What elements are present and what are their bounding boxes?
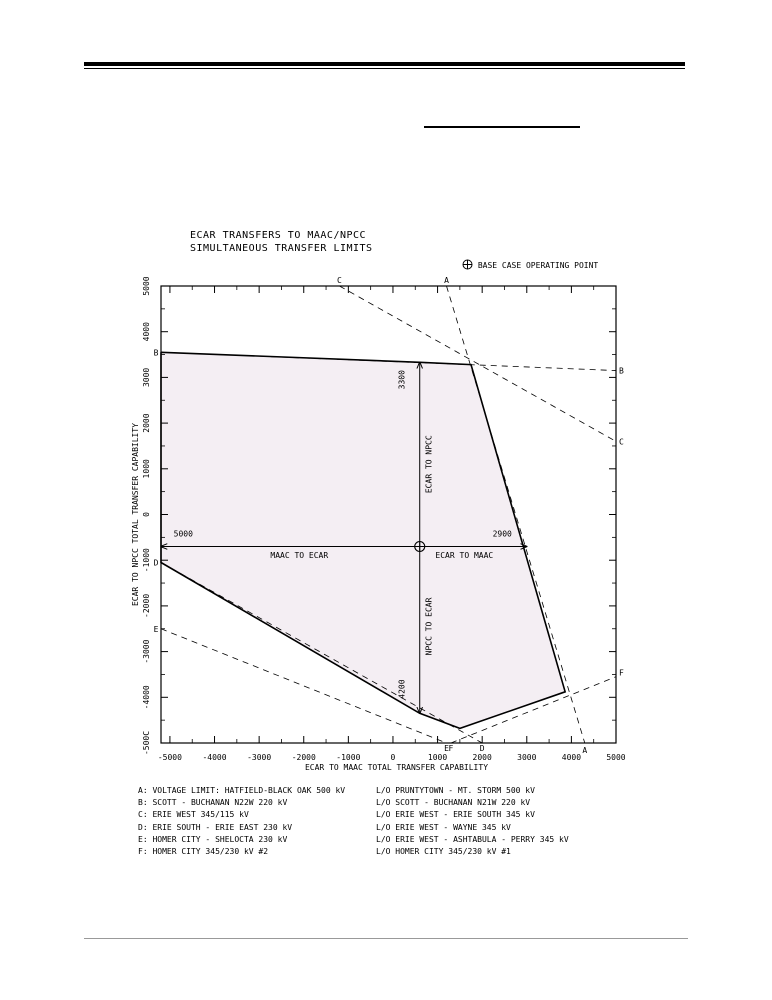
note-row (138, 797, 698, 809)
note-row (138, 834, 698, 846)
limit-line-label-b: B (619, 366, 624, 376)
limit-line-label-e: E (444, 744, 449, 753)
limit-line-label-d: D (479, 744, 485, 753)
x-axis-label: ECAR TO MAAC TOTAL TRANSFER CAPABILITY (304, 763, 489, 772)
note-row (138, 822, 698, 834)
chart-title-line-1: ECAR TRANSFERS TO MAAC/NPCC (190, 230, 367, 241)
chart-title-line-2: SIMULTANEOUS TRANSFER LIMITS (190, 243, 373, 254)
limit-line-label-a: A (444, 276, 449, 285)
limit-line-label-f: F (619, 668, 624, 678)
footer-rule (84, 938, 688, 939)
limit-line-label-c: C (619, 437, 624, 447)
note-limit: E: HOMER CITY - SHELOCTA 230 kV (138, 834, 288, 844)
y-tick-label: 3000 (142, 367, 151, 388)
x-tick-label: 3000 (517, 753, 537, 762)
y-tick-label: -2000 (142, 593, 151, 618)
x-tick-label: 4000 (561, 753, 582, 762)
note-outage: L/O ERIE WEST - ASHTABULA - PERRY 345 kV (376, 834, 569, 844)
x-tick-label: -3000 (247, 753, 272, 762)
chart-annotation: 3300 (397, 370, 407, 390)
note-limit: B: SCOTT - BUCHANAN N22W 220 kV (138, 798, 288, 808)
y-tick-label: 2000 (142, 413, 151, 433)
note-row (138, 809, 698, 821)
y-tick-label: -3000 (142, 639, 151, 664)
chart-annotation: ECAR TO MAAC (435, 550, 494, 560)
x-tick-label: -4000 (202, 753, 227, 762)
y-tick-label: -500C (142, 730, 151, 756)
limit-line-label-b: B (153, 348, 159, 358)
note-limit: A: VOLTAGE LIMIT: HATFIELD-BLACK OAK 500 kV (138, 786, 346, 795)
note-outage: L/O HOMER CITY 345/230 kV #1 (376, 847, 511, 857)
limit-line-label-c: C (337, 276, 342, 285)
note-limit: D: ERIE SOUTH - ERIE EAST 230 kV (138, 822, 293, 832)
note-outage: L/O ERIE WEST - WAYNE 345 kV (376, 822, 511, 832)
limit-line-label-a: A (582, 746, 588, 755)
chart-annotation: NPCC TO ECAR (424, 597, 434, 656)
note-outage: L/O PRUNTYTOWN - MT. STORM 500 kV (376, 786, 535, 795)
y-axis-label: ECAR TO NPCC TOTAL TRANSFER CAPABILITY (131, 422, 140, 607)
chart-annotation: 4200 (397, 679, 407, 699)
chart-annotation: MAAC TO ECAR (270, 550, 329, 560)
y-tick-label: 5000 (142, 276, 151, 296)
note-outage: L/O SCOTT - BUCHANAN N21W 220 kV (376, 798, 531, 808)
y-tick-label: -1000 (142, 548, 151, 573)
y-tick-label: 0 (142, 512, 151, 517)
x-tick-label: 5000 (606, 753, 626, 762)
y-tick-label: -4000 (142, 685, 151, 710)
limit-line-label-d: D (153, 558, 159, 568)
limit-line-label-f: F (448, 744, 454, 753)
x-tick-label: 1000 (427, 753, 448, 762)
chart-annotation: 2900 (492, 529, 512, 539)
note-limit: F: HOMER CITY 345/230 kV #2 (138, 847, 269, 857)
y-tick-label: 4000 (142, 322, 151, 342)
x-tick-label: -1000 (336, 753, 361, 762)
note-row (138, 846, 698, 858)
x-tick-label: 0 (390, 753, 396, 762)
chart-annotation: 5000 (173, 529, 193, 539)
note-limit: C: ERIE WEST 345/115 kV (138, 810, 249, 820)
x-tick-label: 2000 (472, 753, 492, 762)
note-row (138, 785, 698, 797)
chart-annotation: ECAR TO NPCC (424, 435, 434, 494)
feasible-region-fill (161, 352, 565, 728)
note-outage: L/O ERIE WEST - ERIE SOUTH 345 kV (376, 810, 535, 820)
x-tick-label: -2000 (291, 753, 316, 762)
legend-label: BASE CASE OPERATING POINT (477, 261, 599, 270)
limit-notes (138, 785, 698, 858)
y-tick-label: 1000 (142, 459, 151, 479)
x-tick-label: -5000 (157, 753, 182, 762)
limit-line-label-e: E (153, 624, 159, 634)
